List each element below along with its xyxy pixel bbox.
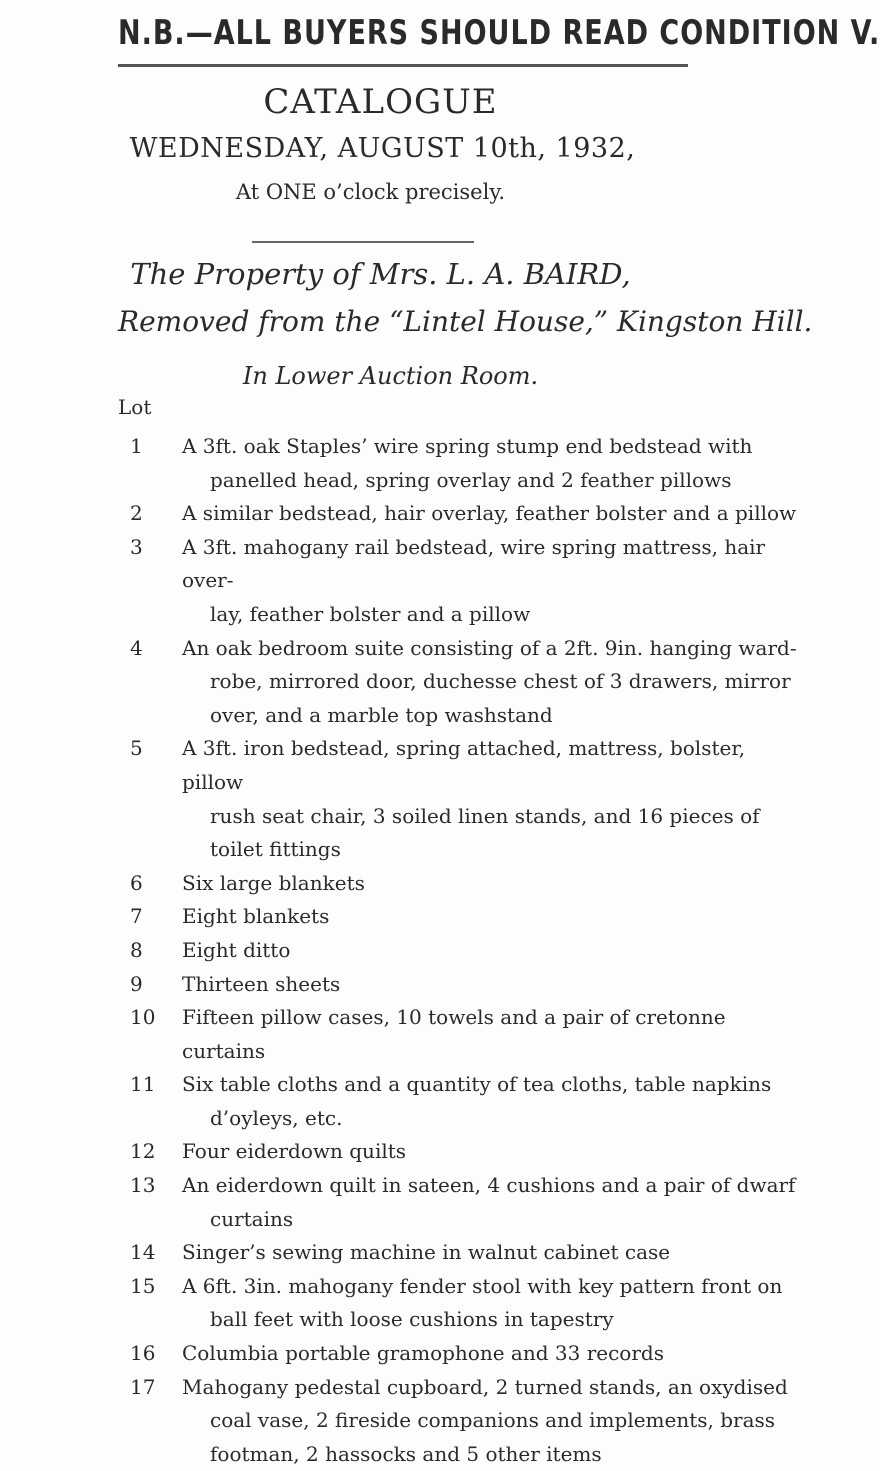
lot-description xyxy=(182,497,798,531)
catalogue-title: CATALOGUE xyxy=(263,82,498,122)
lot-item xyxy=(118,531,798,632)
property-owner: The Property of Mrs. L. A. BAIRD, xyxy=(130,257,631,291)
lot-number: 1 xyxy=(130,434,143,458)
lot-line: A similar bedstead, hair overlay, feather bolster and a pillow xyxy=(182,501,797,526)
lot-number: 14 xyxy=(130,1240,156,1265)
lot-description xyxy=(182,732,798,866)
lot-description xyxy=(182,1337,798,1371)
lot-line: panelled head, spring overlay and 2 feather pillows xyxy=(210,467,732,492)
removed-from-line: Removed from the “Lintel House,” Kingston Hill. xyxy=(118,305,813,338)
lot-item xyxy=(118,1236,798,1270)
lot-item xyxy=(118,867,798,901)
lot-item xyxy=(118,1169,798,1236)
lot-description xyxy=(182,1270,798,1337)
lot-line: An eiderdown quilt in sateen, 4 cushions and a pair of dwarf xyxy=(182,1173,796,1198)
lot-description xyxy=(182,1371,798,1471)
lot-number: 2 xyxy=(130,501,143,526)
lot-line: ball feet with loose cushions in tapestry xyxy=(210,1307,614,1332)
lot-description xyxy=(182,968,798,1002)
lot-item xyxy=(118,430,798,497)
lot-line: Eight blankets xyxy=(182,904,330,929)
lot-item xyxy=(118,1270,798,1337)
sale-time: At ONE o’clock precisely. xyxy=(235,180,506,204)
lot-item xyxy=(118,1001,798,1068)
lot-item xyxy=(118,1068,798,1135)
lot-item xyxy=(118,900,798,934)
lot-line: An oak bedroom suite consisting of a 2ft. 9in. hanging ward- xyxy=(182,635,797,660)
lot-description xyxy=(182,1169,798,1236)
lot-line: Six large blankets xyxy=(182,870,365,895)
lot-description xyxy=(182,430,798,497)
lot-line: Singer’s sewing machine in walnut cabinet case xyxy=(182,1240,671,1265)
sale-date: WEDNESDAY, AUGUST 10th, 1932, xyxy=(129,133,636,164)
lot-number: 15 xyxy=(130,1273,156,1298)
lot-description xyxy=(182,867,798,901)
lot-number: 13 xyxy=(130,1173,156,1198)
lot-line: footman, 2 hassocks and 5 other items xyxy=(210,1441,602,1466)
lot-description xyxy=(182,1068,798,1135)
lot-description xyxy=(182,934,798,968)
lot-number: 10 xyxy=(130,1005,156,1030)
lot-line: A 6ft. 3in. mahogany fender stool with key pattern front on xyxy=(182,1273,783,1298)
lot-description xyxy=(182,1135,798,1169)
lot-description xyxy=(182,632,798,733)
lot-description xyxy=(182,531,798,632)
lot-line: Mahogany pedestal cupboard, 2 turned stands, an oxydised xyxy=(182,1374,788,1399)
lot-number: 16 xyxy=(130,1341,156,1366)
lot-number: 9 xyxy=(130,971,143,996)
lot-line: curtains xyxy=(210,1206,294,1231)
lot-line: d’oyleys, etc. xyxy=(210,1105,343,1130)
lot-number: 3 xyxy=(130,534,143,559)
lot-line: Columbia portable gramophone and 33 records xyxy=(182,1341,664,1366)
lot-line: A 3ft. iron bedstead, spring attached, mattress, bolster, pillow xyxy=(182,736,746,794)
lot-line: Six table cloths and a quantity of tea cloths, table napkins xyxy=(182,1072,772,1097)
lot-item xyxy=(118,1371,798,1471)
lot-line: Thirteen sheets xyxy=(182,971,341,996)
lot-item xyxy=(118,732,798,866)
lot-item xyxy=(118,632,798,733)
lot-number: 17 xyxy=(130,1374,156,1399)
lot-item xyxy=(118,1135,798,1169)
lot-line: A 3ft. mahogany rail bedstead, wire spring mattress, hair over- xyxy=(182,534,766,593)
divider-rule xyxy=(252,241,474,243)
lot-line: Fifteen pillow cases, 10 towels and a pair of cretonne curtains xyxy=(182,1005,726,1063)
lot-line: lay, feather bolster and a pillow xyxy=(210,601,531,626)
lot-item xyxy=(118,497,798,531)
lot-line: robe, mirrored door, duchesse chest of 3 drawers, mirror xyxy=(210,669,791,694)
lot-line: toilet fittings xyxy=(210,837,341,862)
lot-item xyxy=(118,968,798,1002)
lot-line: rush seat chair, 3 soiled linen stands, and 16 pieces of xyxy=(210,803,760,828)
lot-description xyxy=(182,900,798,934)
lot-line: coal vase, 2 fireside companions and implements, brass xyxy=(210,1408,776,1433)
auction-room: In Lower Auction Room. xyxy=(242,362,539,390)
lot-number: 12 xyxy=(130,1139,156,1164)
lot-number: 4 xyxy=(130,635,143,660)
lot-description xyxy=(182,1236,798,1270)
lot-line: Eight ditto xyxy=(182,937,291,962)
lot-number: 6 xyxy=(130,870,143,895)
lot-line: Four eiderdown quilts xyxy=(182,1139,407,1164)
lot-description xyxy=(182,1001,798,1068)
lot-list xyxy=(118,430,798,1471)
conditions-notice: N.B.—ALL BUYERS SHOULD READ CONDITION V. xyxy=(118,14,880,53)
lot-number: 11 xyxy=(130,1072,156,1097)
lot-item xyxy=(118,934,798,968)
lot-column-header: Lot xyxy=(118,395,152,419)
notice-rule xyxy=(118,64,688,67)
lot-line: A 3ft. oak Staples’ wire spring stump end bedstead with xyxy=(182,434,753,458)
lot-number: 8 xyxy=(130,937,143,962)
lot-line: over, and a marble top washstand xyxy=(210,702,553,727)
lot-item xyxy=(118,1337,798,1371)
lot-number: 7 xyxy=(130,904,143,929)
lot-number: 5 xyxy=(130,736,143,761)
